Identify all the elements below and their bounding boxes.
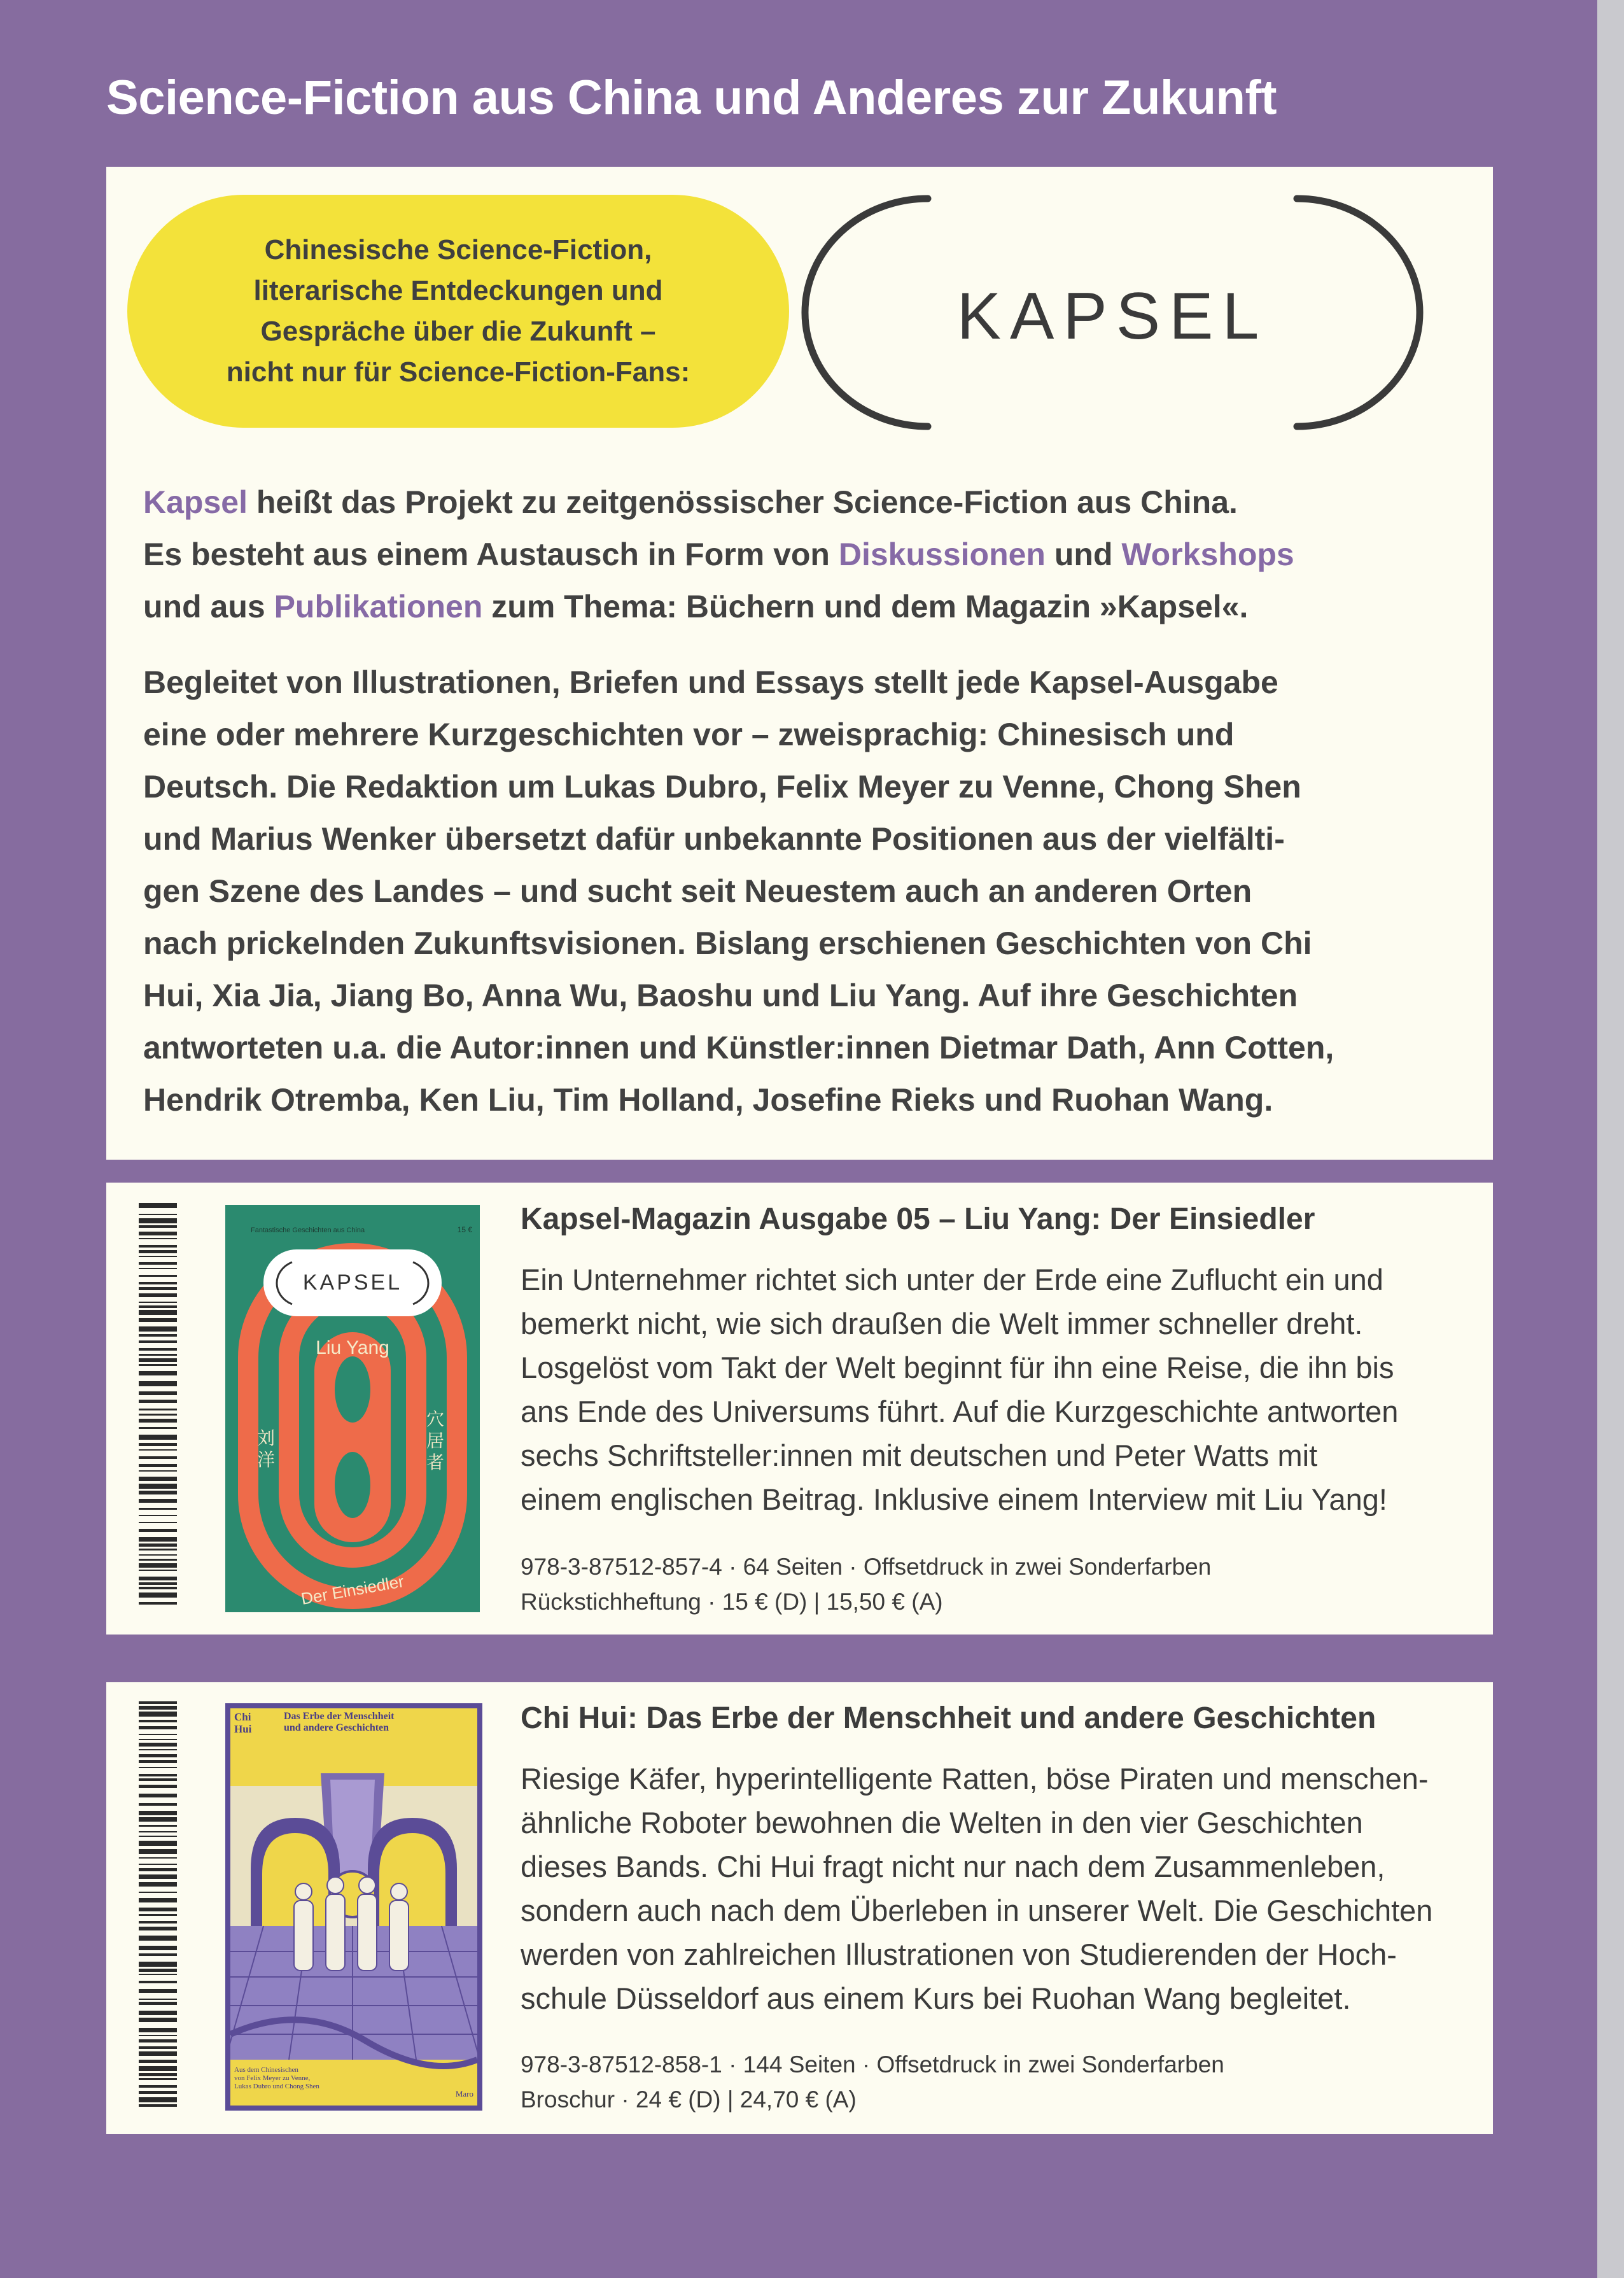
barcode-stripe <box>139 1419 177 1423</box>
barcode-stripe <box>139 2046 177 2049</box>
barcode-stripe <box>139 1587 177 1589</box>
barcode-stripe <box>139 2091 177 2094</box>
link-publikationen[interactable]: Publikationen <box>274 589 483 624</box>
barcode-stripe <box>139 1767 177 1768</box>
barcode-stripe <box>139 2002 177 2005</box>
book-cover-kapsel-05[interactable] <box>225 1205 480 1612</box>
barcode-stripe <box>139 1914 177 1916</box>
barcode-stripe <box>139 1287 177 1290</box>
barcode-stripe <box>139 1841 177 1846</box>
barcode-stripe <box>139 1238 177 1239</box>
barcode-stripe <box>139 1749 177 1750</box>
intro-line: und Marius Wenker übersetzt dafür unbekannte Positionen aus der vielfälti- <box>143 821 1285 857</box>
barcode-stripe <box>139 1381 177 1386</box>
book-description <box>521 1258 1475 1521</box>
barcode-stripe <box>139 1549 177 1550</box>
intro-paragraph-1 <box>143 476 1454 633</box>
text-span: und aus <box>143 589 274 624</box>
barcode-stripe <box>139 1354 177 1356</box>
kapsel-logo-text: KAPSEL <box>956 279 1268 353</box>
barcode-stripe <box>139 1974 177 1975</box>
kapsel-logo <box>801 191 1424 434</box>
barcode-stripe <box>139 1508 177 1510</box>
desc-line: ähnliche Roboter bewohnen die Welten in den vier Geschichten <box>521 1806 1363 1839</box>
desc-line: sechs Schriftsteller:innen mit deutschen und Peter Watts mit <box>521 1438 1318 1472</box>
tagline-pill <box>127 195 789 428</box>
barcode-stripe <box>139 1537 177 1542</box>
barcode-stripe <box>139 1720 177 1722</box>
barcode-stripe <box>139 1232 177 1235</box>
intro-line: eine oder mehrere Kurzgeschichten vor – zweisprachig: Chinesisch und <box>143 717 1235 752</box>
barcode-stripe <box>139 1882 177 1887</box>
cover-illustration <box>225 1703 482 2111</box>
barcode-stripe <box>139 1305 177 1308</box>
book-cover-chi-hui[interactable] <box>225 1703 482 2111</box>
barcode-stripe <box>139 1218 177 1223</box>
desc-line: ans Ende des Universums führt. Auf die Kurzgeschichte antworten <box>521 1395 1399 1428</box>
desc-line: werden von zahlreichen Illustrationen von Studierenden der Hoch- <box>521 1937 1397 1971</box>
barcode-stripe <box>139 1874 177 1879</box>
barcode-stripe <box>139 1464 177 1467</box>
barcode-stripe <box>139 1268 177 1269</box>
cover-logo-text: KAPSEL <box>302 1270 403 1295</box>
book-description <box>521 1757 1475 2020</box>
barcode-stripe <box>139 1570 177 1571</box>
barcode-stripe <box>139 1348 177 1351</box>
cover-credits <box>234 2066 319 2091</box>
text-span: zum Thema: Büchern und dem Magazin »Kapsel«. <box>482 589 1249 624</box>
barcode-stripe <box>139 1794 177 1797</box>
barcode-stripe <box>139 1734 177 1735</box>
barcode-stripe <box>139 1953 177 1956</box>
barcode-stripe <box>139 1427 177 1429</box>
desc-line: sondern auch nach dem Überleben in unserer Welt. Die Geschichten <box>521 1894 1433 1927</box>
cover-cjk-title: 穴居者 <box>426 1409 445 1472</box>
desc-line: einem englischen Beitrag. Inklusive einem Interview mit Liu Yang! <box>521 1482 1387 1516</box>
desc-line: dieses Bands. Chi Hui fragt nicht nur nach dem Zusammenleben, <box>521 1850 1385 1883</box>
cover-credit-line: Aus dem Chinesischen <box>234 2066 298 2074</box>
barcode-stripe <box>139 1318 177 1322</box>
barcode-stripe <box>139 2035 177 2036</box>
barcode-stripe <box>139 1310 177 1315</box>
barcode-stripe <box>139 1962 177 1967</box>
barcode-stripe <box>139 1203 177 1208</box>
barcode-stripe <box>139 1522 177 1523</box>
link-kapsel[interactable]: Kapsel <box>143 484 248 520</box>
barcode-stripe <box>139 1892 177 1893</box>
barcode-stripe <box>139 1981 177 1983</box>
barcode-stripe <box>139 1969 177 1972</box>
barcode-stripe <box>139 1849 177 1854</box>
barcode-stripe <box>139 1864 177 1865</box>
link-workshops[interactable]: Workshops <box>1121 537 1294 572</box>
barcode-stripe <box>139 1214 177 1215</box>
barcode-stripe <box>139 1592 177 1598</box>
barcode-stripe <box>139 1857 177 1859</box>
barcode-stripe <box>139 1275 177 1277</box>
meta-line: 978-3-87512-857-4 · 64 Seiten · Offsetdruck in zwei Sonderfarben <box>521 1554 1212 1580</box>
text-span: Es besteht aus einem Austausch in Form von <box>143 537 839 572</box>
barcode-stripe <box>139 1825 177 1827</box>
barcode-stripe <box>139 1760 177 1763</box>
book-meta <box>521 1549 1475 1619</box>
barcode-stripe <box>139 1250 177 1253</box>
barcode-stripe <box>139 1554 177 1556</box>
desc-line: bemerkt nicht, wie sich draußen die Welt immer schneller dreht. <box>521 1307 1363 1340</box>
link-diskussionen[interactable]: Diskussionen <box>838 537 1046 572</box>
book-meta <box>521 2047 1475 2117</box>
barcode-stripe <box>139 1559 177 1561</box>
barcode-stripe <box>139 1225 177 1228</box>
barcode-stripe <box>139 1754 177 1757</box>
cover-title <box>284 1711 394 1734</box>
barcode-stripe <box>139 1262 177 1265</box>
cover-small-top: Fantastische Geschichten aus China <box>251 1227 365 1234</box>
desc-line: schule Düsseldorf aus einem Kurs bei Ruohan Wang begleitet. <box>521 1981 1351 2015</box>
text-span: heißt das Projekt zu zeitgenössischer Science-Fiction aus China. <box>247 484 1238 520</box>
cover-title-line: Das Erbe der Menschheit <box>284 1711 395 1722</box>
barcode-stripe <box>139 1409 177 1410</box>
barcode-stripe <box>139 1326 177 1332</box>
barcode-stripe <box>139 1582 177 1585</box>
barcode-stripe <box>139 2104 177 2107</box>
barcode-stripe <box>139 1543 177 1547</box>
barcode-stripe <box>139 1435 177 1440</box>
cover-credit-line: von Felix Meyer zu Venne, <box>234 2074 311 2082</box>
barcode-stripe <box>139 1836 177 1837</box>
barcode-stripe <box>139 1302 177 1303</box>
barcode-stripe <box>139 1743 177 1747</box>
barcode-stripe <box>139 2039 177 2042</box>
barcode-stripe <box>139 1831 177 1832</box>
page-edge-strip <box>1597 0 1624 2278</box>
barcode-icon <box>139 1203 177 1610</box>
barcode-stripe <box>139 1774 177 1776</box>
cover-credit-line: Lukas Dubro und Chong Shen <box>234 2083 319 2090</box>
barcode-stripe <box>139 1936 177 1941</box>
barcode-stripe <box>139 1456 177 1459</box>
tagline-line: Gespräche über die Zukunft – <box>260 316 656 347</box>
barcode-stripe <box>139 1499 177 1503</box>
barcode-stripe <box>139 1515 177 1516</box>
barcode-stripe <box>139 1712 177 1717</box>
meta-line: Rückstichheftung · 15 € (D) | 15,50 € (A) <box>521 1589 943 1615</box>
barcode-stripe <box>139 2078 177 2080</box>
barcode-stripe <box>139 1293 177 1297</box>
barcode-stripe <box>139 1245 177 1248</box>
barcode-stripe <box>139 1946 177 1950</box>
barcode-stripe <box>139 2097 177 2102</box>
barcode-stripe <box>139 2085 177 2088</box>
barcode-stripe <box>139 1414 177 1416</box>
barcode-stripe <box>139 2011 177 2015</box>
desc-line: Riesige Käfer, hyperintelligente Ratten, böse Piraten und menschen- <box>521 1762 1429 1796</box>
cover-publisher: Maro <box>455 2089 473 2099</box>
intro-line: Hendrik Otremba, Ken Liu, Tim Holland, Josefine Rieks und Ruohan Wang. <box>143 1082 1273 1118</box>
barcode-stripe <box>139 1868 177 1871</box>
intro-line: gen Szene des Landes – und sucht seit Neuestem auch an anderen Orten <box>143 873 1252 909</box>
barcode-stripe <box>139 1400 177 1403</box>
barcode-stripe <box>139 1577 177 1580</box>
desc-line: Ein Unternehmer richtet sich unter der Erde eine Zuflucht ein und <box>521 1263 1383 1297</box>
desc-line: Losgelöst vom Takt der Welt beginnt für ihn eine Reise, die ihn bis <box>521 1351 1394 1384</box>
barcode-stripe <box>139 1391 177 1395</box>
barcode-stripe <box>139 2028 177 2032</box>
barcode-stripe <box>139 1811 177 1815</box>
barcode-stripe <box>139 1999 177 2000</box>
tagline-line: literarische Entdeckungen und <box>253 275 663 306</box>
text-span: und <box>1045 537 1122 572</box>
barcode-stripe <box>139 1529 177 1532</box>
cover-title-line: und andere Geschichten <box>284 1722 389 1733</box>
barcode-stripe <box>139 1989 177 1993</box>
barcode-stripe <box>139 1908 177 1911</box>
book-title: Kapsel-Magazin Ausgabe 05 – Liu Yang: Der Einsiedler <box>521 1202 1315 1236</box>
barcode-stripe <box>139 1282 177 1284</box>
barcode-icon <box>139 1701 177 2109</box>
barcode-stripe <box>139 1491 177 1494</box>
barcode-stripe <box>139 2060 177 2063</box>
barcode-stripe <box>139 1898 177 1902</box>
barcode-stripe <box>139 1449 177 1451</box>
barcode-stripe <box>139 1334 177 1337</box>
barcode-stripe <box>139 1484 177 1489</box>
cover-price-tag: 15 € <box>457 1225 472 1234</box>
barcode-stripe <box>139 1256 177 1257</box>
meta-line: Broschur · 24 € (D) | 24,70 € (A) <box>521 2086 857 2113</box>
meta-line: 978-3-87512-858-1 · 144 Seiten · Offsetdruck in zwei Sonderfarben <box>521 2051 1224 2078</box>
barcode-stripe <box>139 1563 177 1568</box>
barcode-stripe <box>139 1477 177 1481</box>
barcode-stripe <box>139 1371 177 1375</box>
tagline-line: nicht nur für Science-Fiction-Fans: <box>226 356 690 388</box>
barcode-stripe <box>139 1778 177 1781</box>
barcode-stripe <box>139 1470 177 1472</box>
tagline-line: Chinesische Science-Fiction, <box>264 234 652 265</box>
barcode-stripe <box>139 1443 177 1446</box>
barcode-stripe <box>139 2051 177 2056</box>
cover-author: Liu Yang <box>316 1337 389 1358</box>
barcode-stripe <box>139 1602 177 1605</box>
intro-line: antworteten u.a. die Autor:innen und Künstler:innen Dietmar Dath, Ann Cotten, <box>143 1030 1334 1065</box>
barcode-stripe <box>139 2066 177 2071</box>
barcode-stripe <box>139 1785 177 1788</box>
book-title: Chi Hui: Das Erbe der Menschheit und andere Geschichten <box>521 1701 1376 1735</box>
cover-author-line: Chi <box>234 1711 251 1723</box>
barcode-stripe <box>139 1726 177 1729</box>
cover-title: Der Einsiedler <box>299 1571 405 1608</box>
barcode-stripe <box>139 1921 177 1923</box>
intro-line: Begleitet von Illustrationen, Briefen und Essays stellt jede Kapsel-Ausgabe <box>143 664 1278 700</box>
barcode-stripe <box>139 1927 177 1930</box>
barcode-stripe <box>139 1358 177 1362</box>
page-title: Science-Fiction aus China und Anderes zur Zukunft <box>106 71 1277 125</box>
barcode-stripe <box>139 1739 177 1740</box>
barcode-stripe <box>139 2073 177 2076</box>
cover-author-line: Hui <box>234 1723 252 1735</box>
cover-cjk-author: 刘洋 <box>257 1428 276 1470</box>
barcode-stripe <box>139 1803 177 1806</box>
intro-paragraph-2 <box>143 656 1454 1126</box>
barcode-stripe <box>139 1706 177 1710</box>
barcode-stripe <box>139 1364 177 1366</box>
barcode-stripe <box>139 2018 177 2022</box>
intro-line: Deutsch. Die Redaktion um Lukas Dubro, Felix Meyer zu Venne, Chong Shen <box>143 769 1301 805</box>
barcode-stripe <box>139 1701 177 1704</box>
barcode-stripe <box>139 1340 177 1343</box>
cover-author <box>234 1711 251 1735</box>
intro-line: nach prickelnden Zukunftsvisionen. Bislang erschienen Geschichten von Chi <box>143 925 1312 961</box>
barcode-stripe <box>139 1817 177 1822</box>
intro-line: Hui, Xia Jia, Jiang Bo, Anna Wu, Baoshu und Liu Yang. Auf ihre Geschichten <box>143 978 1298 1013</box>
